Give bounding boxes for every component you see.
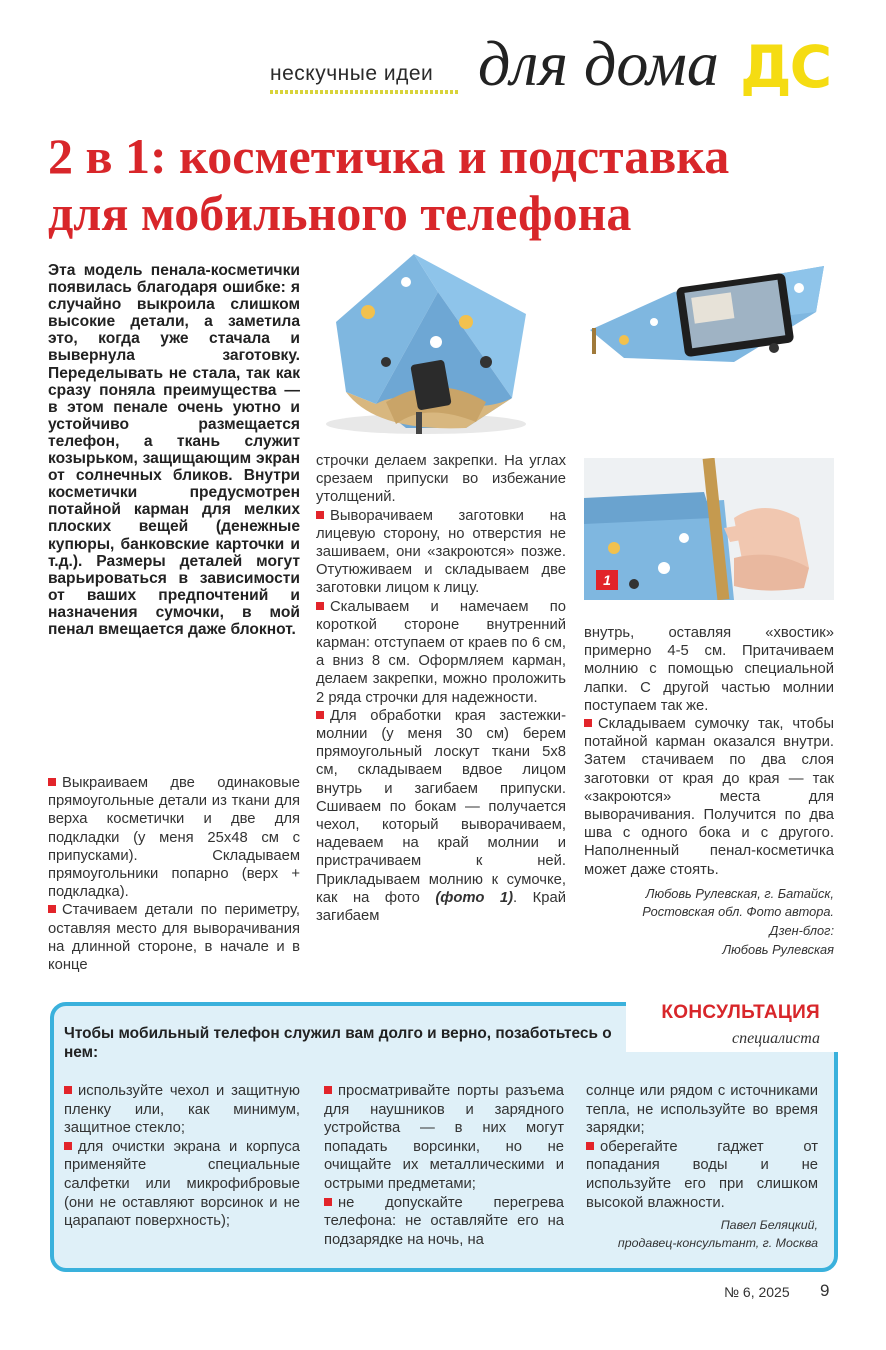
photo-phone-stand <box>584 252 834 370</box>
section-title: для дома <box>478 28 719 99</box>
expert-credit: Павел Беляцкий, продавец-консультант, г. Москва <box>617 1218 818 1251</box>
article-column-2 <box>316 452 566 925</box>
article-title <box>48 128 848 242</box>
bullet-marker <box>316 602 324 610</box>
consultation-column-2 <box>324 1082 564 1249</box>
consultation-column-1 <box>64 1082 300 1231</box>
step-paragraph: Выкраиваем две одинаковые прямоугольные детали из ткани для верха косметички и две для подкладки (у меня 25х48 см с припусками). Складываем прямоугольники попарно (верх + подкладка). <box>48 775 300 901</box>
article-intro: Эта модель пенала-косметички появилась благодаря ошибке: я случайно выкроила слишком высокие детали, а заметила это, когда уже стачала и вывернула заготовку. Переделывать не стала, так как сразу поняла преимущества — в этом пенале очень уютно и устойчиво размещается телефон, а ткань служит козырьком, защищающим экран от солнечных бликов. Внутри косметички предусмотрен потайной карман для мелких плоских вещей (денежные купюры, банковские карточки и т.д.). Размеры деталей могут варьироваться в зависимости от ваших предпочтений и назначения сумочки, в мой пенал вмещается даже блокнот. <box>48 262 300 638</box>
tip-paragraph: используйте чехол и защитную пленку или, как минимум, защитное стекло; <box>64 1083 300 1137</box>
bullet-marker <box>64 1086 72 1094</box>
bullet-marker <box>586 1142 594 1150</box>
article-title-line-2: для мобильного телефона <box>48 185 632 241</box>
article-column-3 <box>584 624 834 959</box>
rubric-underline <box>270 90 458 94</box>
tip-paragraph: для очистки экрана и корпуса применяйте специальные салфетки или микрофибровые (они не оставляют ворсинок и не царапают поверхность); <box>64 1138 300 1230</box>
photo-reference: (фото 1) <box>435 889 514 906</box>
photo-number-badge: 1 <box>596 570 618 590</box>
bullet-marker <box>48 905 56 913</box>
consultation-title: КОНСУЛЬТАЦИЯ <box>661 1002 820 1023</box>
rubric-label: нескучные идеи <box>270 62 434 85</box>
bullet-marker <box>584 719 592 727</box>
tip-paragraph: не допускайте перегрева телефона: не оставляйте его на подзарядке на ночь, на <box>324 1194 564 1248</box>
page-number: 9 <box>820 1281 830 1300</box>
photo-pouch-pyramid <box>316 252 570 444</box>
bullet-marker <box>324 1086 332 1094</box>
step-paragraph: Для обработки края застежки-молнии (у меня 30 см) берем прямоугольный лоскут ткани 5х8 см, складываем вдвое лицом внутрь и загибаем припуски. Сшиваем по бокам — получается чехол, который выворачиваем, надеваем на край молнии и пристрачиваем к ней. Прикладываем молнию к сумочке, как на фото (фото 1). Край загибаем <box>316 707 567 925</box>
bullet-marker <box>324 1198 332 1206</box>
issue-number: № 6, 2025 <box>724 1284 790 1300</box>
step-paragraph: Стачиваем детали по периметру, оставляя место для выворачивания на длинной стороне, в начале и в конце <box>48 902 300 974</box>
step-paragraph: Складываем сумочку так, чтобы потайной карман оказался внутри. Затем стачиваем по два слоя заготовки от края до края — так «закроются» места для выворачивания. Получится по два шва с одного бока и с другого. Наполненный пенал-косметичка может даже стоять. <box>584 716 834 878</box>
bullet-marker <box>316 511 324 519</box>
bullet-marker <box>316 711 324 719</box>
step-paragraph: Скалываем и намечаем по короткой стороне внутренний карман: отступаем от краев по 6 см, а вниз 8 см. Оформляем карман, делаем закрепки, можно проложить 2 ряда строчки для надежности. <box>316 598 566 706</box>
step-paragraph: Выворачиваем заготовки на лицевую сторону, но отверстия не зашиваем, они «закроются» позже. Отутюживаем и складываем две заготовки лицом к лицу. <box>316 507 566 597</box>
consultation-lead: Чтобы мобильный телефон служил вам долго и верно, позаботьтесь о нем: <box>64 1025 612 1061</box>
bullet-marker <box>64 1142 72 1150</box>
author-credit: Любовь Рулевская, г. Батайск, Ростовская обл. Фото автора. Дзен-блог: Любовь Рулевская <box>642 885 834 957</box>
magazine-logo: ДС <box>740 33 831 101</box>
consultation-subtitle: специалиста <box>731 1030 820 1047</box>
article-column-1 <box>48 774 300 974</box>
tip-paragraph: оберегайте гаджет от попадания воды и не используйте его при слишком высокой влажности. <box>586 1138 818 1211</box>
consultation-column-3 <box>586 1082 818 1252</box>
step-paragraph: внутрь, оставляя «хвостик» примерно 4-5 см. Притачиваем молнию с помощью специальной лапки. С другой частью молнии поступаем так же. <box>584 625 834 714</box>
tip-paragraph: просматривайте порты разъема для наушников и зарядного устройства — в них могут попадать ворсинки, но не очищайте их металлическими и острыми предметами; <box>324 1083 564 1192</box>
tip-paragraph: солнце или рядом с источниками тепла, не используйте во время зарядки; <box>586 1083 818 1137</box>
bullet-marker <box>48 778 56 786</box>
step-paragraph: строчки делаем закрепки. На углах срезаем припуски во избежание утолщений. <box>316 453 566 506</box>
article-title-line-1: 2 в 1: косметичка и подставка <box>48 128 730 184</box>
photo-zipper-step-1 <box>584 458 834 600</box>
